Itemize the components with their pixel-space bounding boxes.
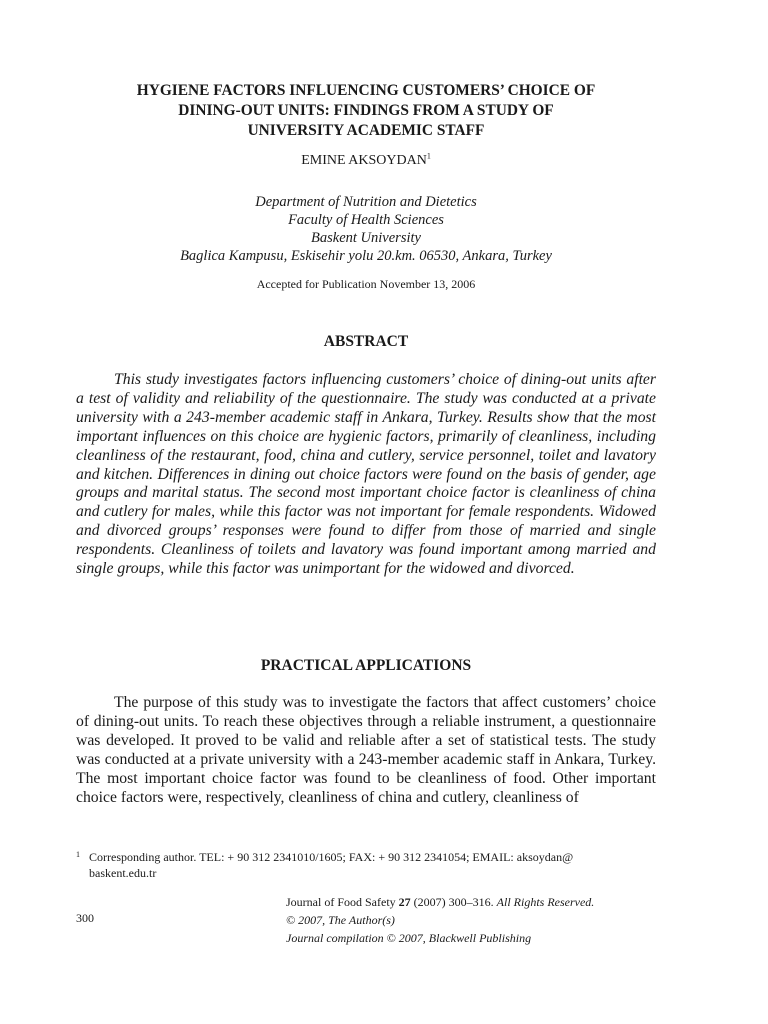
affiliation-address: Baglica Kampusu, Eskisehir yolu 20.km. 06530, Ankara, Turkey: [180, 248, 552, 264]
accepted-date: Accepted for Publication November 13, 2006: [256, 277, 476, 291]
practical-applications-heading: PRACTICAL APPLICATIONS: [260, 657, 472, 674]
journal-pages: (2007) 300–316.: [410, 895, 497, 909]
footnote-line-2: baskent.edu.tr: [89, 866, 157, 880]
author-line: [76, 152, 656, 170]
author-name: EMINE AKSOYDAN: [301, 153, 427, 168]
practical-applications-text: The purpose of this study was to investigate the factors that affect customers’ choice of dining-out units. To reach these objectives through a reliable instrument, a questionnaire was developed. It proved to be valid and reliable after a set of statistical tests. The study was conducted at a private university with a 243-member academic staff in Ankara, Turkey. The most important choice factor was found to be cleanliness of food. Other important choice factors were, respectively, cleanliness of china and cutlery, cleanliness of: [76, 694, 656, 806]
journal-compilation: Journal compilation © 2007, Blackwell Publishing: [286, 931, 532, 945]
title-line-3: UNIVERSITY ACADEMIC STAFF: [247, 122, 485, 139]
footnote-mark: 1: [76, 850, 80, 859]
affiliation-department: Department of Nutrition and Dietetics: [255, 194, 477, 210]
affiliation-faculty: Faculty of Health Sciences: [288, 212, 444, 228]
footnote-line-1: Corresponding author. TEL: + 90 312 2341010/1605; FAX: + 90 312 2341054; EMAIL: aksoydan@: [89, 850, 574, 864]
journal-copyright: © 2007, The Author(s): [286, 913, 395, 927]
journal-name: Journal of Food Safety: [286, 895, 399, 909]
footnote: [76, 849, 656, 881]
page-number: 300: [76, 911, 94, 925]
affiliation-university: Baskent University: [311, 230, 421, 246]
affiliation: [76, 193, 656, 265]
abstract-heading: ABSTRACT: [323, 333, 409, 350]
article-title: [76, 81, 656, 141]
author-footnote-mark: 1: [426, 151, 431, 161]
journal-volume: 27: [398, 895, 411, 909]
journal-line-1: [286, 893, 594, 911]
title-line-1: HYGIENE FACTORS INFLUENCING CUSTOMERS’ CHOICE OF: [136, 82, 596, 99]
title-line-2: DINING-OUT UNITS: FINDINGS FROM A STUDY OF: [178, 102, 554, 119]
abstract-text: This study investigates factors influencing customers’ choice of dining-out units after a test of validity and reliability of the questionnaire. The study was conducted at a private university with a 243-member academic staff in Ankara, Turkey. Results show that the most important influences on this choice are hygienic factors, primarily of cleanliness, including cleanliness of the restaurant, food, china and cutlery, service personnel, toilet and lavatory and kitchen. Differences in dining out choice factors were found on the basis of gender, age groups and marital status. The second most important choice factor is cleanliness of china and cutlery for males, while this factor was not important for female respondents. Widowed and divorced groups’ responses were found to differ from those of married and single respondents. Cleanliness of toilets and lavatory was found important among married and single groups, while this factor was unimportant for the widowed and divorced.: [76, 371, 656, 578]
journal-rights: All Rights Reserved.: [496, 895, 595, 909]
journal-citation: [286, 893, 594, 947]
